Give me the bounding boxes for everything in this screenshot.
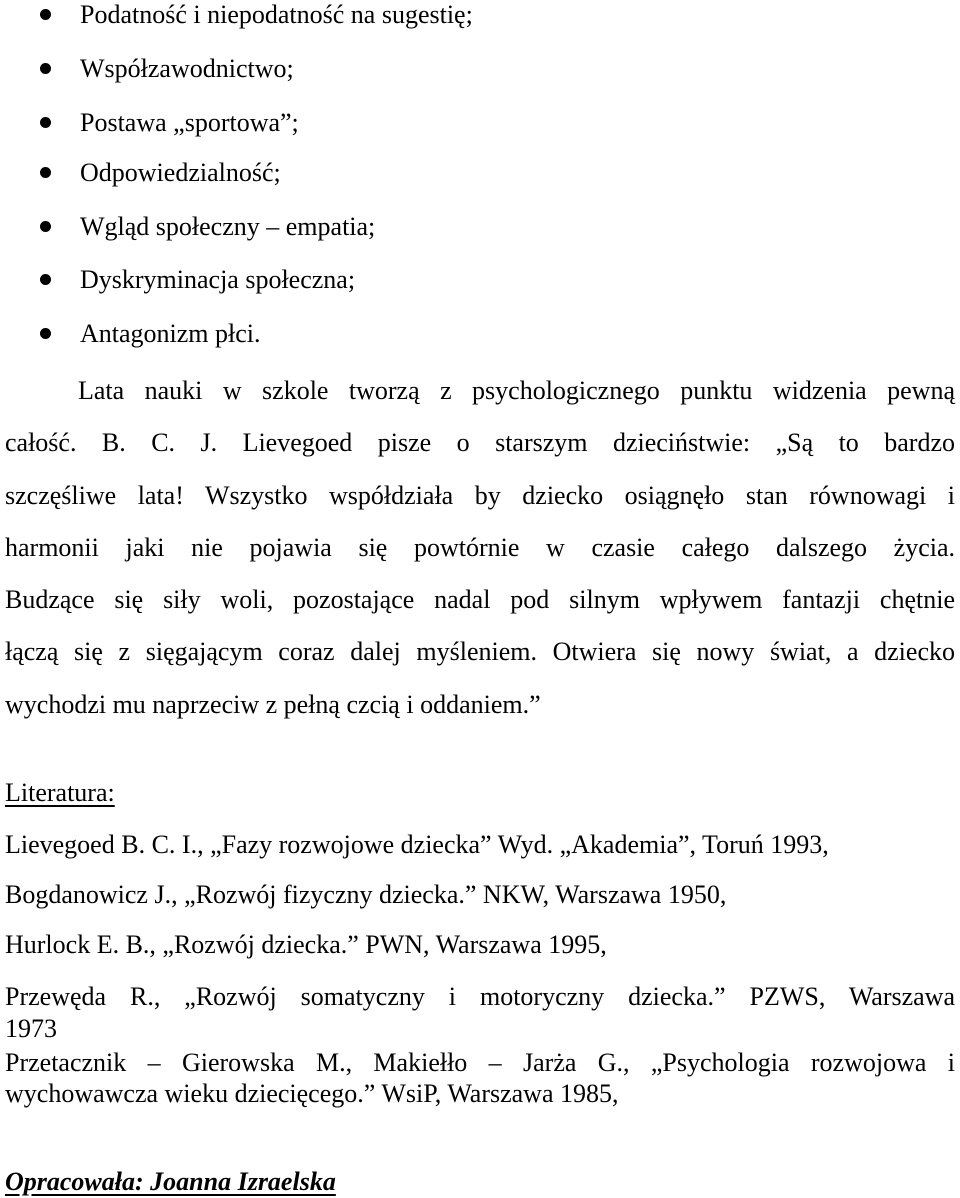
literature-reference bbox=[5, 880, 955, 910]
bullet-icon bbox=[40, 328, 51, 339]
list-item-text: Współzawodnictwo; bbox=[80, 54, 294, 83]
author-signature: Opracowała: Joanna Izraelska bbox=[5, 1167, 336, 1196]
paragraph-line: wychodzi mu naprzeciw z pełną czcią i oddaniem.” bbox=[5, 689, 541, 719]
list-item bbox=[0, 54, 294, 108]
paragraph-line: Budzące się siły woli, pozostające nadal pod silnym wpływem fantazji chętnie bbox=[5, 585, 955, 615]
reference-line: Lievegoed B. C. I., „Fazy rozwojowe dziecka” Wyd. „Akademia”, Toruń 1993, bbox=[5, 830, 829, 859]
paragraph-line: harmonii jaki nie pojawia się powtórnie w czasie całego dalszego życia. bbox=[5, 532, 955, 562]
list-item bbox=[0, 108, 299, 162]
bullet-icon bbox=[40, 221, 51, 232]
bullet-icon bbox=[40, 274, 51, 285]
bullet-icon bbox=[40, 63, 51, 74]
list-item-text: Dyskryminacja społeczna; bbox=[80, 265, 356, 294]
paragraph-line: szczęśliwe lata! Wszystko współdziała by dziecko osiągnęło stan równowagi i bbox=[5, 480, 955, 510]
list-item bbox=[0, 212, 375, 266]
reference-line: Przetacznik – Gierowska M., Makiełło – Jarża G., „Psychologia rozwojowa i bbox=[5, 1048, 955, 1077]
paragraph-line: łączą się z sięgającym coraz dalej myśleniem. Otwiera się nowy świat, a dziecko bbox=[5, 637, 955, 667]
list-item bbox=[0, 158, 281, 212]
list-item bbox=[0, 0, 473, 54]
reference-line: Przewęda R., „Rozwój somatyczny i motoryczny dziecka.” PZWS, Warszawa bbox=[5, 982, 955, 1011]
literature-reference bbox=[5, 982, 955, 1044]
list-item-text: Podatność i niepodatność na sugestię; bbox=[80, 0, 473, 29]
literature-reference bbox=[5, 830, 955, 860]
literature-reference bbox=[5, 1048, 955, 1109]
list-item-text: Odpowiedzialność; bbox=[80, 158, 281, 187]
literature-reference bbox=[5, 930, 955, 960]
list-item-text: Wgląd społeczny – empatia; bbox=[80, 212, 376, 241]
reference-line: wychowawcza wieku dziecięcego.” WsiP, Warszawa 1985, bbox=[5, 1079, 619, 1108]
literature-heading: Literatura: bbox=[5, 778, 115, 807]
list-item bbox=[0, 265, 355, 319]
list-item-text: Postawa „sportowa”; bbox=[80, 108, 299, 137]
bullet-icon bbox=[40, 117, 51, 128]
reference-line: Hurlock E. B., „Rozwój dziecka.” PWN, Warszawa 1995, bbox=[5, 930, 607, 959]
list-item-text: Antagonizm płci. bbox=[80, 319, 261, 348]
paragraph-line: całość. B. C. J. Lievegoed pisze o starszym dzieciństwie: „Są to bardzo bbox=[5, 428, 955, 458]
bullet-icon bbox=[40, 9, 51, 20]
body-paragraph bbox=[5, 365, 955, 731]
paragraph-line: Lata nauki w szkole tworzą z psychologicznego punktu widzenia pewną bbox=[78, 376, 955, 405]
reference-line: Bogdanowicz J., „Rozwój fizyczny dziecka.” NKW, Warszawa 1950, bbox=[5, 880, 727, 909]
bullet-icon bbox=[40, 167, 51, 178]
reference-line: 1973 bbox=[5, 1014, 57, 1043]
